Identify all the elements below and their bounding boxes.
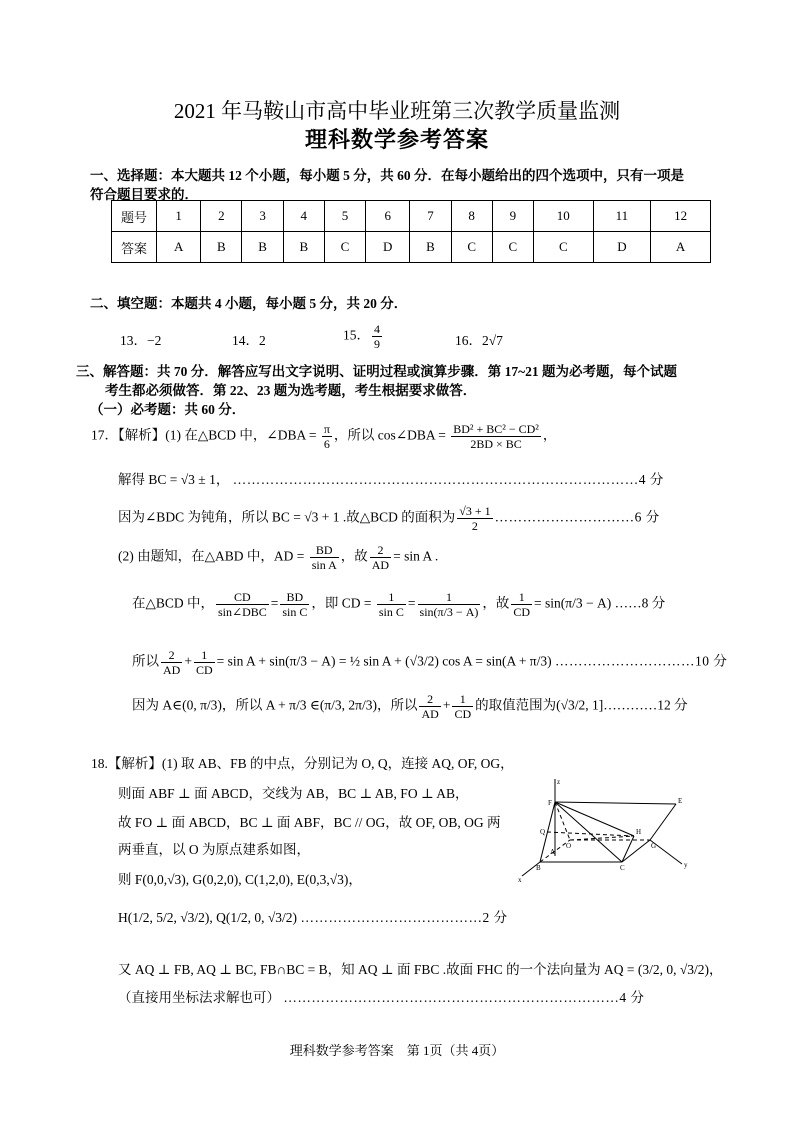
text: = sin(π/3 − A) ……8 分 <box>534 595 666 611</box>
text: (2) 由题知，在△ABD 中，AD = <box>118 548 308 564</box>
row-label: 题号 <box>112 201 157 232</box>
section1-heading-line2: 符合题目要求的． <box>90 187 198 202</box>
fraction-denominator: 6 <box>323 437 330 451</box>
edge-E-right <box>650 804 676 840</box>
label-C: C <box>620 864 625 872</box>
document-title: 2021 年马鞍山市高中毕业班第三次教学质量监测 <box>173 99 621 123</box>
fraction-numerator: 1 <box>511 590 532 605</box>
fraction-numerator: CD <box>216 590 269 605</box>
table-cell: 3 <box>242 201 283 232</box>
table-cell: 8 <box>451 201 492 232</box>
table-cell: C <box>324 232 365 263</box>
section1-heading-line1: 一、选择题：本大题共 12 个小题，每小题 5 分，共 60 分．在每小题给出的四个选项中，只有一项是 <box>90 168 684 183</box>
table-cell: 5 <box>324 201 365 232</box>
table-cell: 12 <box>651 201 711 232</box>
table-cell: 2 <box>201 201 242 232</box>
text: ，故 <box>482 595 510 611</box>
fraction-numerator: 2 <box>161 648 182 663</box>
fraction-denominator: sin C <box>378 605 404 619</box>
p18-line6 <box>118 906 508 926</box>
text: ，即 CD = <box>311 595 375 611</box>
table-cell: 4 <box>283 201 324 232</box>
answer-15 <box>343 322 384 351</box>
score-dots: ………………………………………………………………4 分 <box>283 990 645 1005</box>
p18-line2: 则面 ABF ⊥ 面 ABCD，交线为 AB，BC ⊥ AB, FO ⊥ AB， <box>118 786 469 801</box>
table-cell: 11 <box>593 201 651 232</box>
text: 因为 A∈(0, π/3)，所以 A + π/3 ∈(π/3, 2π/3)，所以 <box>132 697 418 713</box>
label-G: G <box>651 842 657 850</box>
table-cell: D <box>593 232 651 263</box>
table-cell: 9 <box>492 201 533 232</box>
table-row-answers <box>112 232 711 263</box>
fraction-denominator: CD <box>195 663 213 677</box>
table-cell: C <box>492 232 533 263</box>
p18-line8 <box>118 986 645 1006</box>
fraction-numerator: BD <box>280 590 309 605</box>
fraction-denominator: AD <box>163 663 181 677</box>
label-E: E <box>678 797 683 805</box>
fraction-denominator: sin C <box>282 605 308 619</box>
text: + <box>442 697 451 713</box>
fraction-numerator: 1 <box>418 590 481 605</box>
fraction-numerator: 1 <box>377 590 406 605</box>
text: + <box>184 653 192 669</box>
fraction-numerator: π <box>323 422 330 436</box>
table-cell: B <box>410 232 451 263</box>
label-x: x <box>518 876 522 884</box>
text: 解得 BC = √3 ± 1， <box>118 472 230 487</box>
label-F: F <box>548 799 552 807</box>
table-row-numbers <box>112 201 711 232</box>
table-cell: D <box>366 232 410 263</box>
fraction-numerator: 2 <box>419 692 440 707</box>
p18-line7: 又 AQ ⊥ FB, AQ ⊥ BC, FB∩BC = B，知 AQ ⊥ 面 FBC .故面 FHC 的一个法向量为 AQ = (3/2, 0, √3/2)， <box>118 962 723 977</box>
score-dots: …………………………………2 分 <box>300 910 508 925</box>
page-footer: 理科数学参考答案 第 1页（共 4页） <box>289 1043 505 1058</box>
table-cell: A <box>651 232 711 263</box>
text: 的取值范围为(√3/2, 1]…………12 分 <box>475 697 688 713</box>
answer-16: 16．2√7 <box>455 333 503 348</box>
p17-line4 <box>118 543 438 572</box>
p17-line5 <box>132 590 665 619</box>
fraction-numerator: 2 <box>370 543 391 558</box>
table-cell: B <box>242 232 283 263</box>
section3-heading-line1: 三、解答题：共 70 分．解答应写出文字说明、证明过程或演算步骤．第 17~21 题为必考题，每个试题 <box>76 364 678 379</box>
p17-line6 <box>132 648 727 677</box>
fraction-denominator: CD <box>454 707 472 721</box>
p17-line2 <box>118 468 664 488</box>
fraction-numerator: BD <box>310 543 339 558</box>
text: = <box>270 595 279 611</box>
text: ，故 <box>340 548 368 564</box>
section3-heading-line2: 考生都必须做答．第 22、23 题为选考题，考生根据要求做答． <box>105 383 477 398</box>
text: （直接用坐标法求解也可） <box>118 990 280 1005</box>
p18-line3: 故 FO ⊥ 面 ABCD，BC ⊥ 面 ABF，BC // OG，故 OF, OB, OG 两 <box>118 815 501 830</box>
table-cell: 7 <box>410 201 451 232</box>
text: = <box>407 595 416 611</box>
fraction-denominator: AD <box>421 707 439 721</box>
row-label: 答案 <box>112 232 157 263</box>
label-Q: Q <box>540 828 546 836</box>
fraction-denominator: AD <box>371 558 390 572</box>
section2-heading: 二、填空题：本题共 4 小题，每小题 5 分，共 20 分． <box>90 296 408 311</box>
text: = sin A + sin(π/3 − A) = ½ sin A + (√3/2) cos A = sin(A + π/3) <box>216 653 552 669</box>
label-B: B <box>536 864 541 872</box>
table-cell: C <box>451 232 492 263</box>
answer-table <box>111 200 711 263</box>
p17-line3 <box>118 504 660 533</box>
fraction-denominator: 2 <box>471 519 478 533</box>
label-H: H <box>636 828 642 836</box>
fraction-denominator: 2BD × BC <box>470 437 522 451</box>
table-cell: B <box>201 232 242 263</box>
p18-line1: 18.【解析】(1) 取 AB、FB 的中点，分别记为 O, Q，连接 AQ, OF, OG， <box>91 756 514 771</box>
text: ， <box>542 427 557 443</box>
fraction-numerator: 1 <box>194 648 215 663</box>
p18-line5: 则 F(0,0,√3), G(0,2,0), C(1,2,0), E(0,3,√3)， <box>118 872 362 887</box>
p18-line4: 两垂直，以 O 为原点建系如图， <box>118 842 310 857</box>
document-subtitle: 理科数学参考答案 <box>304 127 489 152</box>
dashed-QH <box>547 832 634 836</box>
geometry-figure <box>510 776 700 886</box>
fraction-denominator: sin∠DBC <box>218 605 267 619</box>
label-O: O <box>566 842 572 850</box>
label-y: y <box>684 861 688 869</box>
text: H(1/2, 5/2, √3/2), Q(1/2, 0, √3/2) <box>118 910 298 925</box>
fraction-denominator: sin A <box>311 558 337 572</box>
p17-line7 <box>132 692 688 721</box>
fraction-denominator: 9 <box>374 337 380 351</box>
fraction-denominator: sin(π/3 − A) <box>419 605 479 619</box>
label-A: A <box>550 848 556 856</box>
table-cell: 1 <box>157 201 201 232</box>
score-dots: ……………………………………………………………………………4 分 <box>232 472 664 487</box>
fraction-numerator: 1 <box>452 692 473 707</box>
text: = sin A . <box>393 548 439 564</box>
text: ，所以 cos∠DBA = <box>333 427 450 443</box>
answer-13: 13．−2 <box>120 333 162 348</box>
fraction-numerator: 4 <box>374 322 380 336</box>
table-cell: A <box>157 232 201 263</box>
edge-FE <box>555 802 676 804</box>
dashed-OH <box>570 836 634 840</box>
answer-15-label: 15． <box>343 327 370 343</box>
section3-heading-line3: （一）必考题：共 60 分． <box>90 402 246 417</box>
label-z: z <box>557 778 561 786</box>
text: 所以 <box>132 653 159 669</box>
fraction-denominator: CD <box>513 605 531 619</box>
edge-CG <box>622 840 650 862</box>
table-cell: 10 <box>533 201 593 232</box>
score-dots: …………………………6 分 <box>494 509 660 525</box>
fraction-numerator: BD² + BC² − CD² <box>453 422 539 436</box>
text: 在△BCD 中， <box>132 595 215 611</box>
p17-line1 <box>91 422 556 451</box>
table-cell: 6 <box>366 201 410 232</box>
fraction-numerator: √3 + 1 <box>459 504 491 518</box>
table-cell: C <box>533 232 593 263</box>
text: 17．【解析】(1) 在△BCD 中，∠DBA = <box>91 427 320 443</box>
text: 因为∠BDC 为钝角，所以 BC = √3 + 1 .故△BCD 的面积为 <box>118 509 456 525</box>
edge-FC <box>555 802 622 862</box>
table-cell: B <box>283 232 324 263</box>
score-dots: …………………………10 分 <box>555 653 728 669</box>
answer-14: 14．2 <box>232 333 266 348</box>
